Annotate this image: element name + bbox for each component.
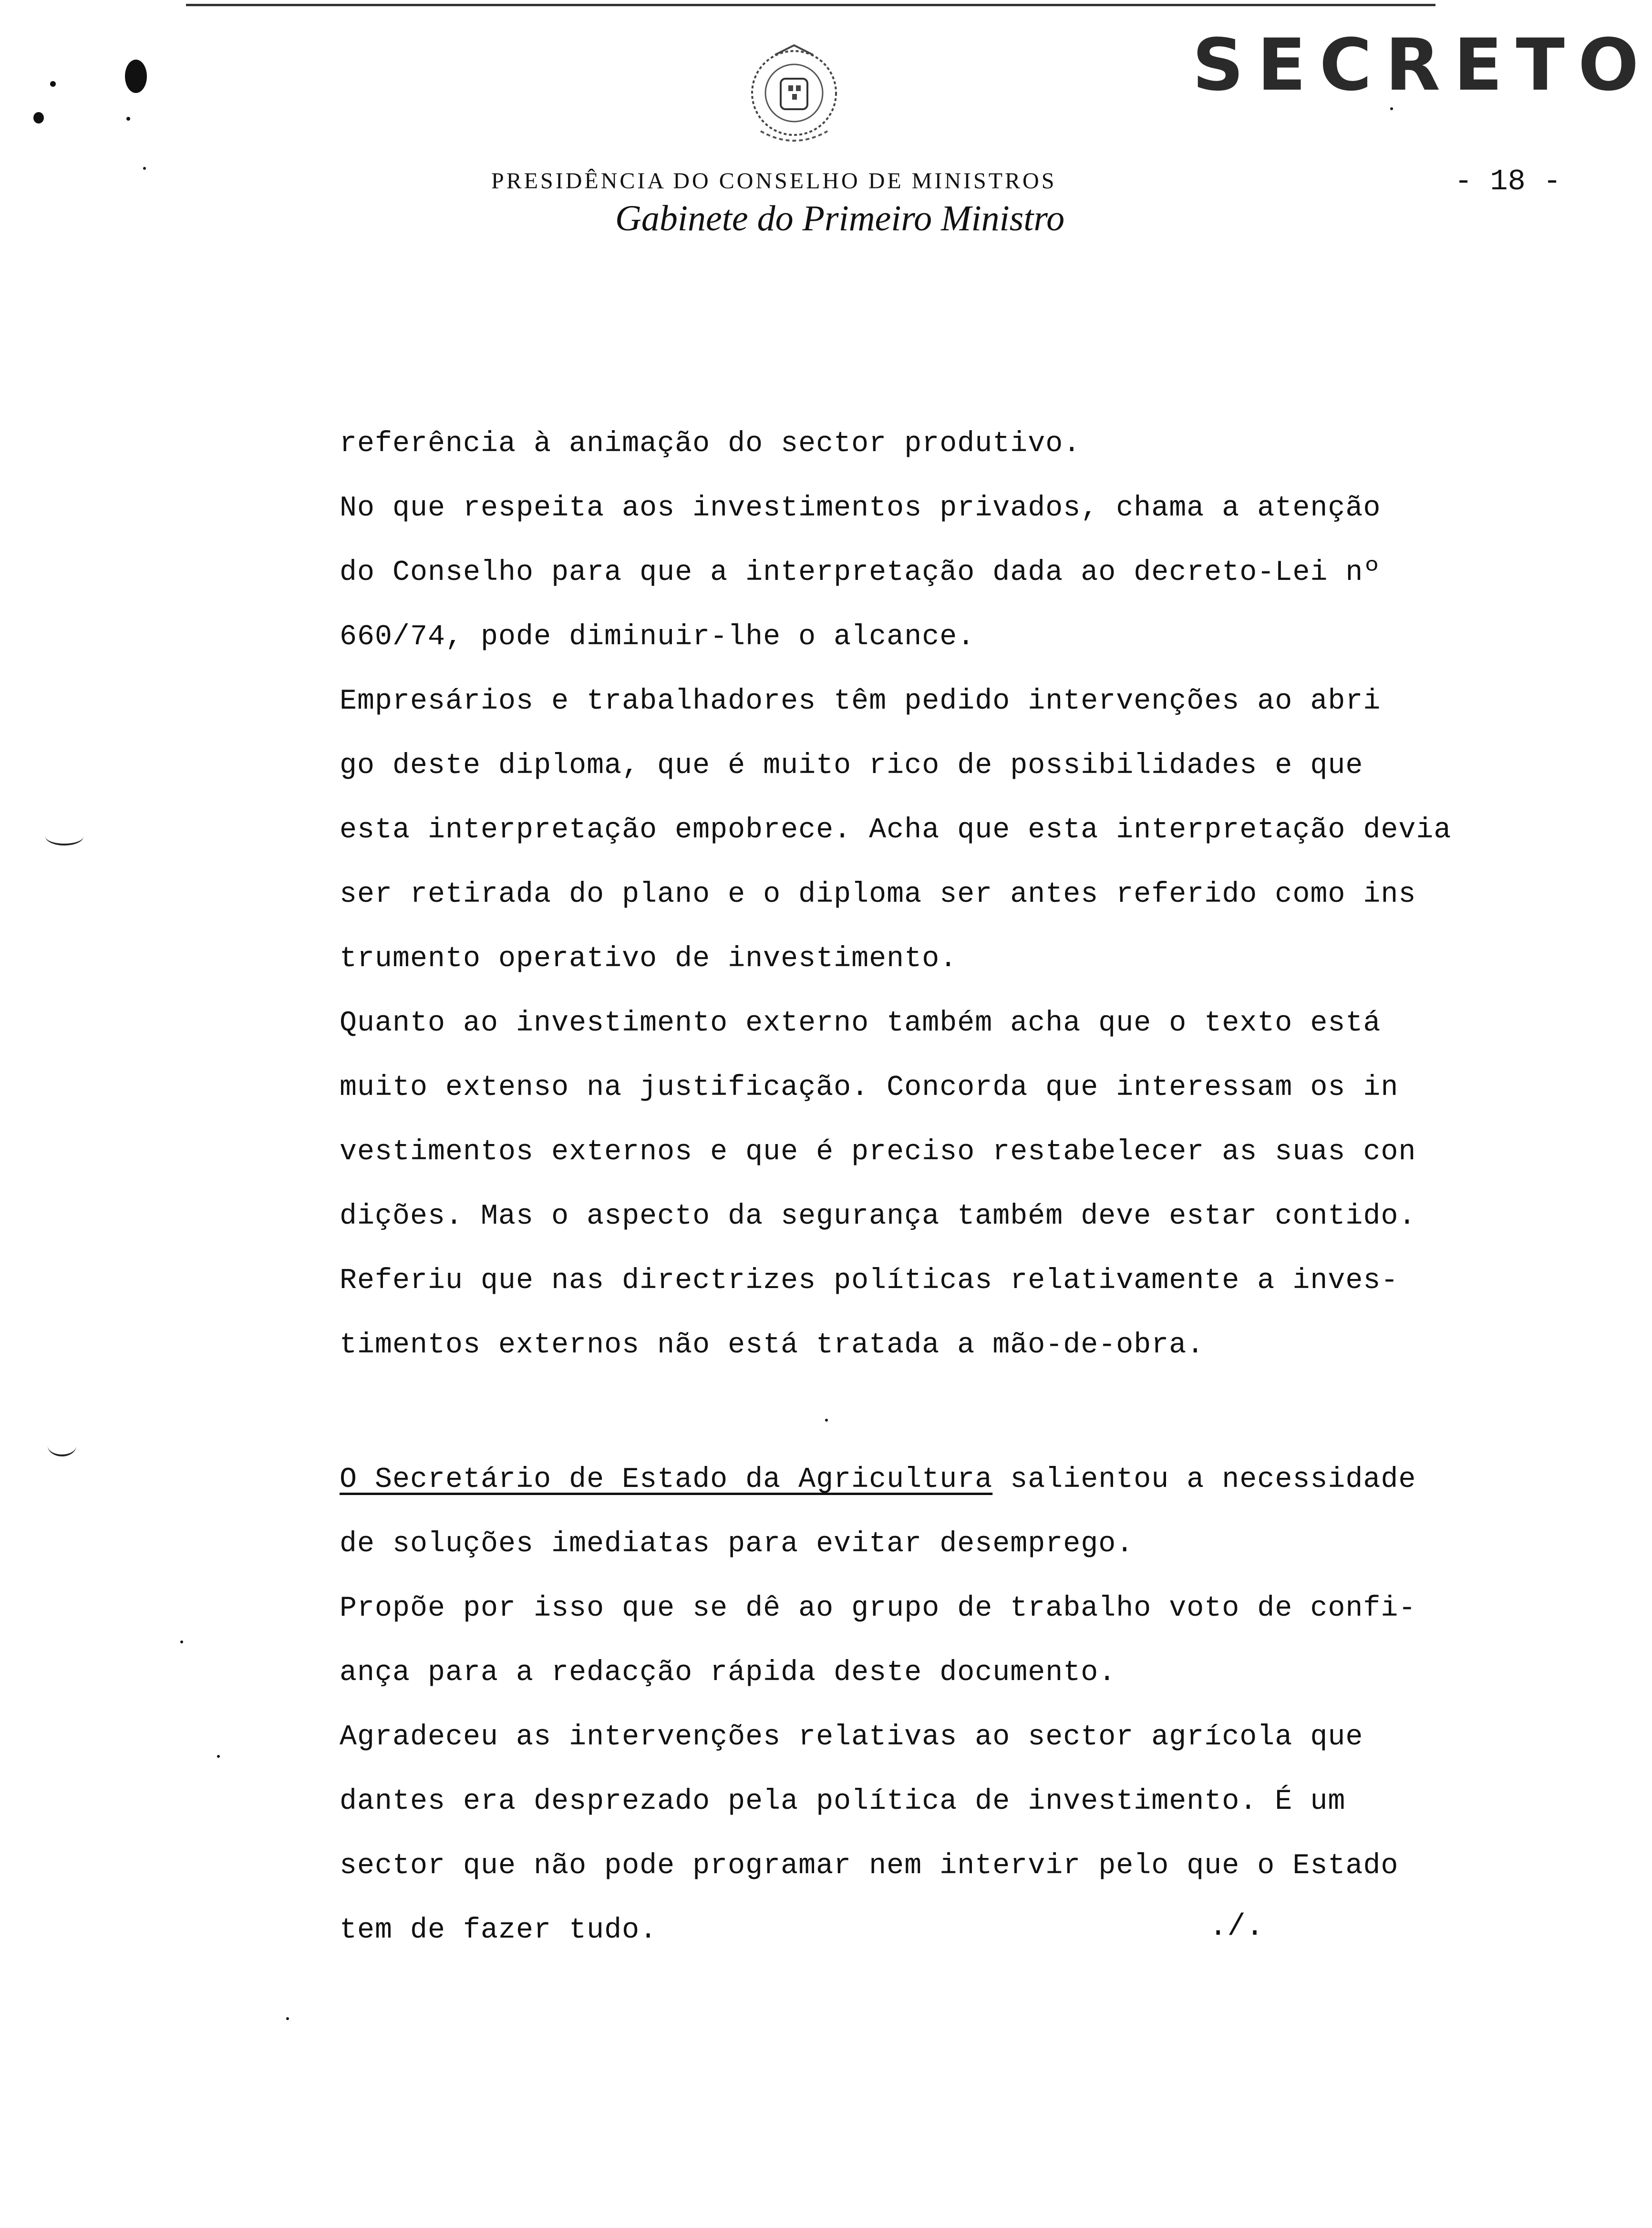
margin-mark: [48, 1435, 76, 1456]
speaker-line-rest: salientou a necessidade: [992, 1464, 1416, 1496]
header-subtitle: Gabinete do Primeiro Ministro: [615, 198, 1065, 238]
top-rule: [186, 4, 1435, 6]
coat-of-arms-emblem: [742, 36, 847, 150]
body-line: sector que não pode programar nem intervir pelo que o Estado: [340, 1850, 1399, 1882]
page-number: - 18 -: [1455, 165, 1561, 198]
body-line: No que respeita aos investimentos privados, chama a atenção: [340, 492, 1381, 525]
body-line: Empresários e trabalhadores têm pedido intervenções ao abri: [340, 685, 1381, 718]
scan-mark: [50, 81, 56, 87]
body-line: Agradeceu as intervenções relativas ao sector agrícola que: [340, 1721, 1363, 1754]
body-line: trumento operativo de investimento.: [340, 943, 958, 975]
secret-stamp: SECRETO: [1192, 24, 1652, 107]
body-line: go deste diploma, que é muito rico de possibilidades e que: [340, 750, 1363, 782]
body-line: esta interpretação empobrece. Acha que esta interpretação devia: [340, 814, 1452, 846]
margin-mark: [45, 827, 83, 846]
scan-speck: [825, 1419, 828, 1422]
scan-mark: [126, 117, 130, 121]
continuation-mark: ./.: [1209, 1910, 1264, 1944]
body-line: muito extenso na justificação. Concorda que interessam os in: [340, 1072, 1399, 1104]
body-line: Quanto ao investimento externo também acha que o texto está: [340, 1007, 1381, 1040]
body-line: ser retirada do plano e o diploma ser antes referido como ins: [340, 878, 1416, 911]
body-line: Propõe por isso que se dê ao grupo de trabalho voto de confi-: [340, 1592, 1416, 1625]
body-line: vestimentos externos e que é preciso restabelecer as suas con: [340, 1136, 1416, 1168]
scan-speck: [286, 2017, 289, 2020]
body-line: timentos externos não está tratada a mão-de-obra.: [340, 1329, 1205, 1362]
speaker-line: [340, 1463, 1416, 1497]
scan-mark: [125, 60, 147, 93]
body-line: do Conselho para que a interpretação dada ao decreto-Lei nº: [340, 557, 1381, 589]
scan-speck: [180, 1640, 183, 1643]
body-line: ança para a redacção rápida deste documento.: [340, 1657, 1116, 1689]
scan-speck: [217, 1755, 220, 1758]
body-line: de soluções imediatas para evitar desemprego.: [340, 1528, 1134, 1560]
scan-mark: [33, 112, 44, 124]
header-title: PRESIDÊNCIA DO CONSELHO DE MINISTROS: [491, 168, 1057, 194]
body-line: Referiu que nas directrizes políticas relativamente a inves-: [340, 1265, 1399, 1297]
body-line: dantes era desprezado pela política de investimento. É um: [340, 1785, 1346, 1818]
body-line: tem de fazer tudo.: [340, 1914, 658, 1947]
scan-mark: [143, 167, 146, 170]
body-line: referência à animação do sector produtivo.: [340, 428, 1081, 460]
body-line: dições. Mas o aspecto da segurança também deve estar contido.: [340, 1200, 1416, 1233]
speaker-name: O Secretário de Estado da Agricultura: [340, 1464, 993, 1496]
body-line: 660/74, pode diminuir-lhe o alcance.: [340, 621, 975, 653]
scan-speck: [1390, 107, 1393, 110]
